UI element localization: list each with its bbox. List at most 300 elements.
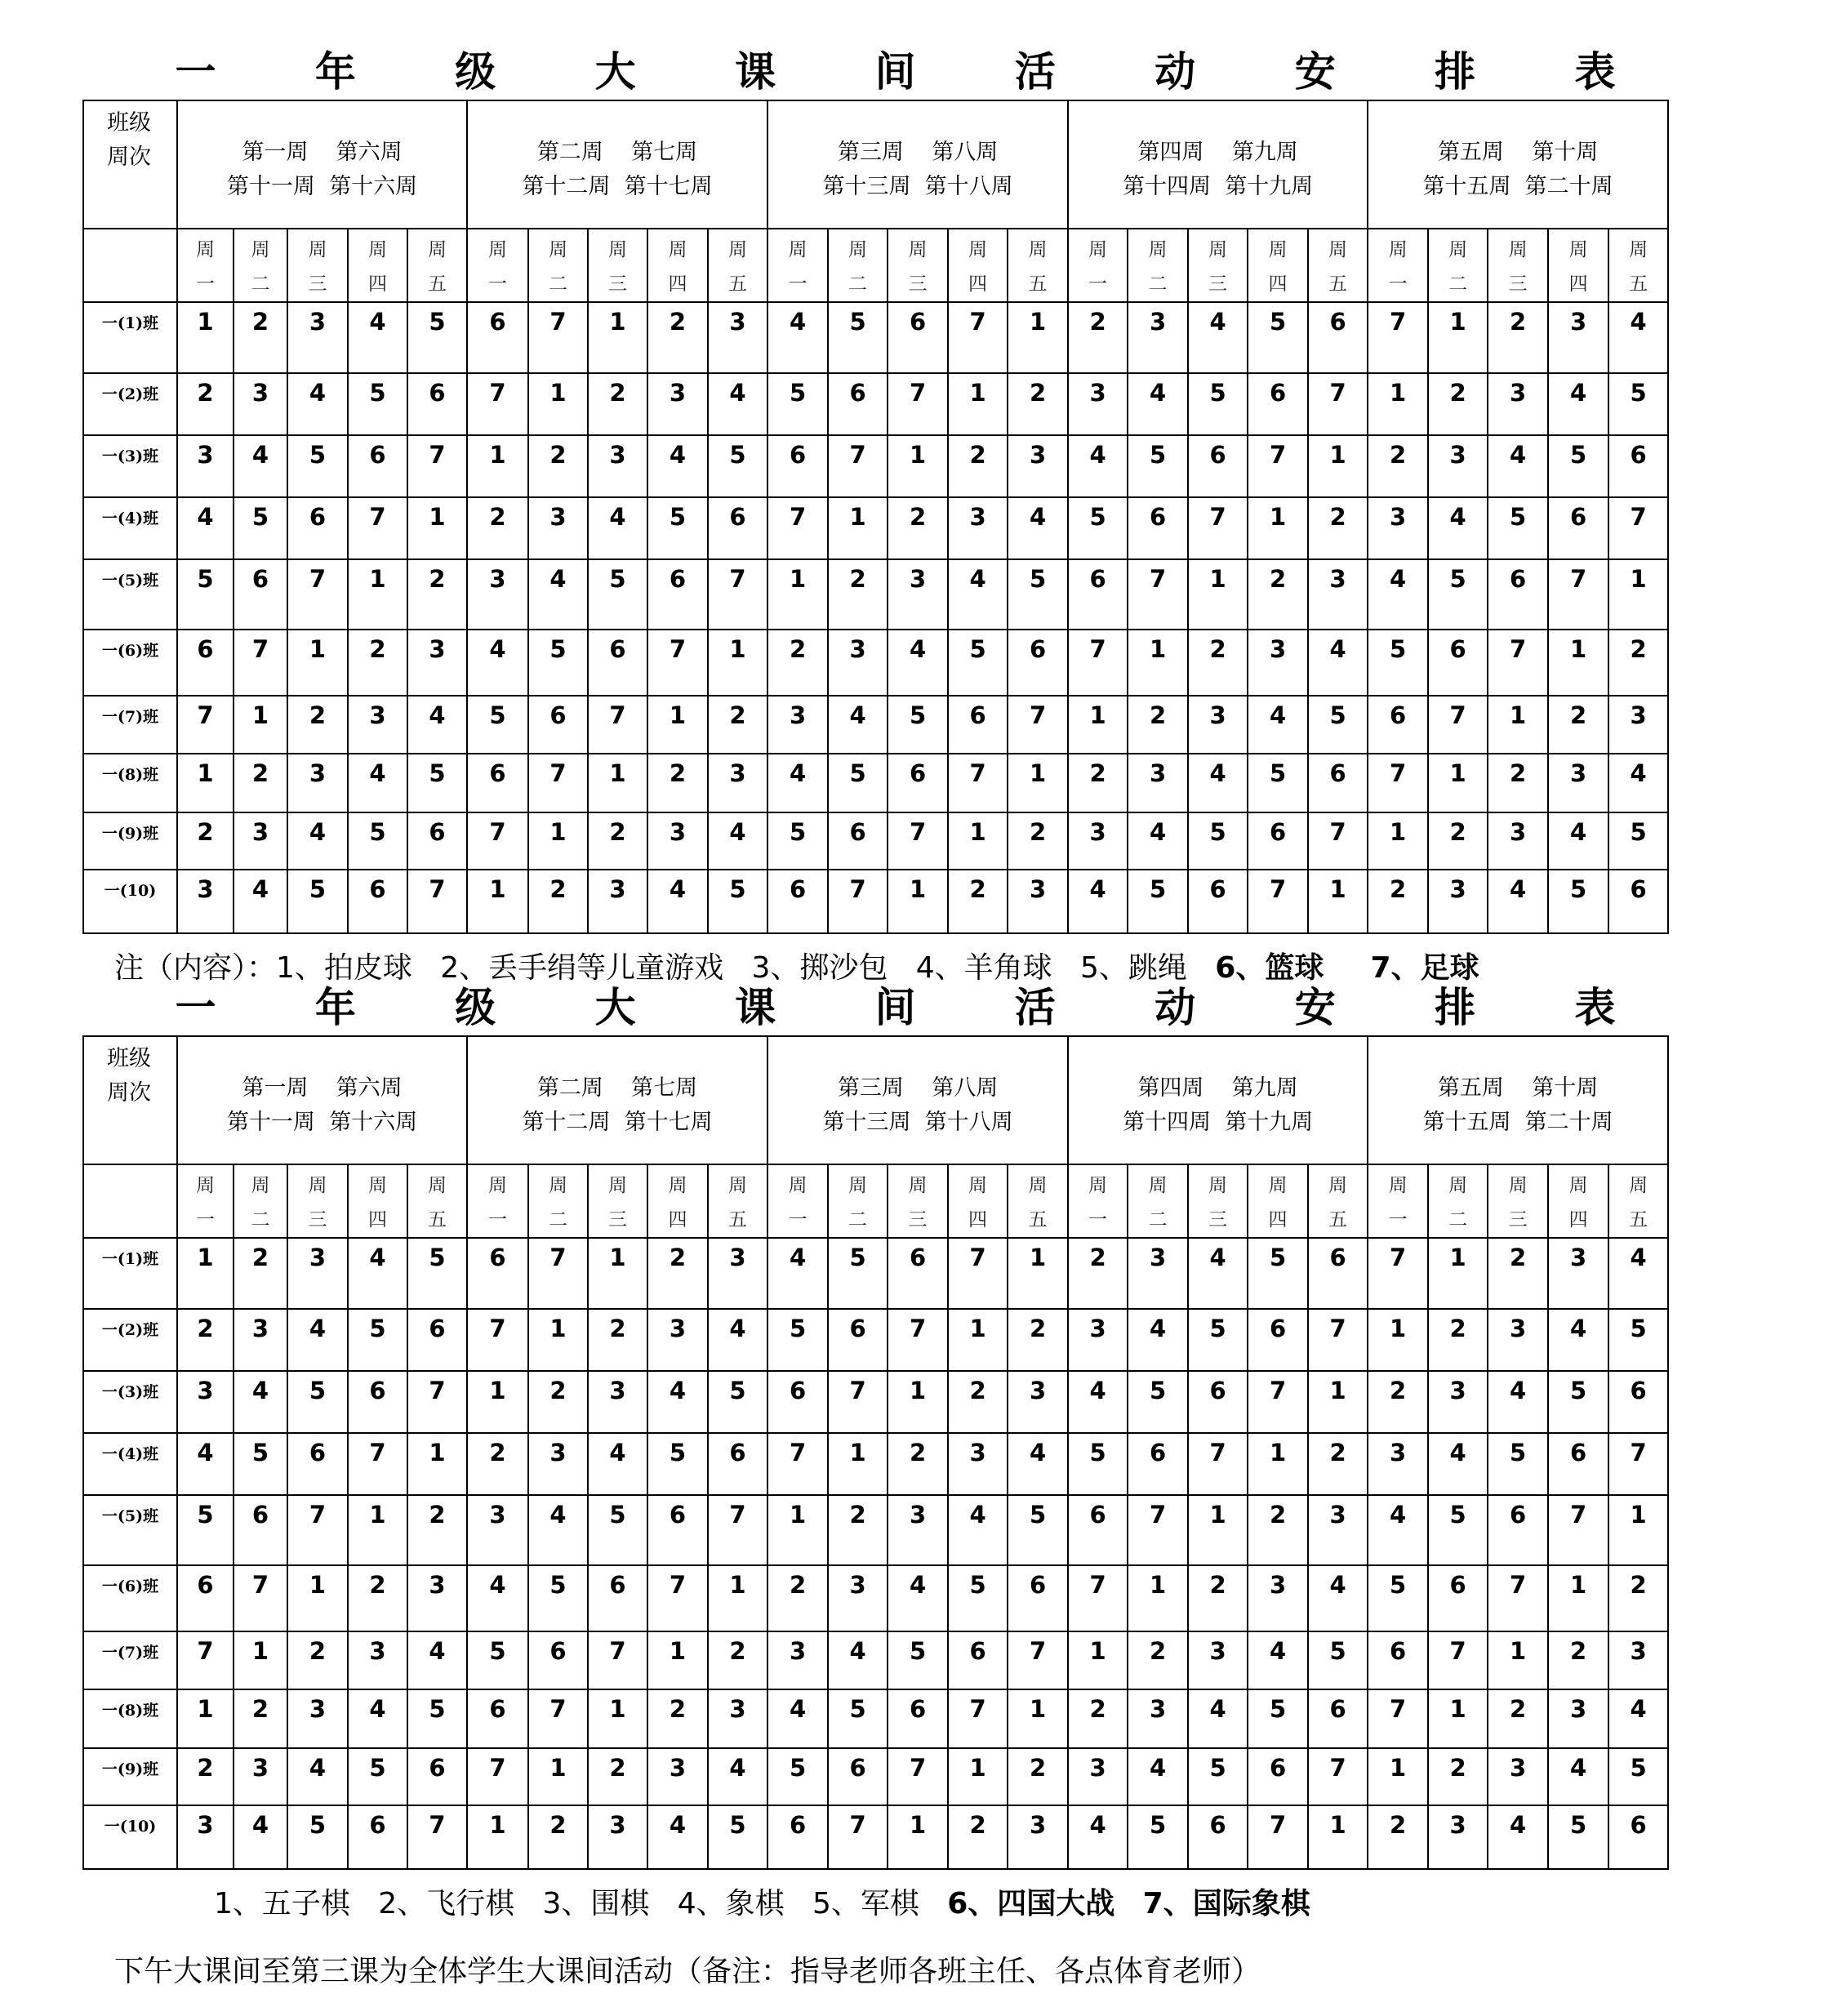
activity-cell: 5 [708, 1805, 767, 1869]
week-group-header [1368, 1036, 1668, 1164]
activity-cell: 4 [177, 497, 234, 559]
activity-cell: 7 [1308, 1309, 1368, 1371]
day-header-bottom: 二 [848, 274, 868, 295]
activity-cell: 4 [1428, 1433, 1488, 1495]
activity-cell: 4 [348, 1238, 407, 1309]
activity-cell: 3 [234, 1309, 287, 1371]
day-header-bottom: 四 [368, 274, 387, 295]
week-group-line1: 第三周 第八周 [837, 1075, 999, 1101]
activity-cell: 1 [888, 1371, 948, 1433]
activity-cell: 4 [708, 373, 767, 435]
day-header-bottom: 五 [1328, 274, 1348, 295]
activity-cell: 2 [1368, 870, 1428, 933]
table-row [83, 497, 1668, 559]
week-group-line2: 第十三周 第十八周 [822, 1110, 1013, 1135]
activity-cell: 4 [407, 1631, 467, 1689]
day-header [828, 1164, 888, 1238]
class-label: 一(1)班 [83, 1238, 177, 1309]
activity-cell: 7 [234, 630, 287, 696]
week-group-line2: 第十三周 第十八周 [822, 174, 1013, 199]
activity-cell: 1 [1068, 696, 1128, 754]
table-row [83, 1371, 1668, 1433]
activity-cell: 1 [528, 812, 588, 870]
activity-cell: 2 [234, 1689, 287, 1748]
activity-cell: 4 [177, 1433, 234, 1495]
activity-cell: 4 [407, 696, 467, 754]
activity-cell: 3 [1488, 1748, 1548, 1805]
table-row [83, 1689, 1668, 1748]
activity-cell: 3 [767, 696, 828, 754]
activity-cell: 3 [467, 1495, 528, 1565]
activity-cell: 4 [1068, 1805, 1128, 1869]
activity-cell: 2 [1008, 812, 1068, 870]
activity-cell: 1 [1008, 1689, 1068, 1748]
activity-cell: 4 [1608, 1689, 1668, 1748]
table-row [83, 630, 1668, 696]
week-group-header [767, 1036, 1068, 1164]
day-header-top: 周 [1328, 1175, 1348, 1196]
day-header-top: 周 [428, 1175, 447, 1196]
day-header [1308, 229, 1368, 302]
activity-cell: 1 [287, 1565, 348, 1631]
day-header [888, 1164, 948, 1238]
activity-cell: 5 [767, 1748, 828, 1805]
day-header [588, 1164, 647, 1238]
activity-cell: 2 [948, 435, 1008, 497]
activity-cell: 4 [1188, 1238, 1248, 1309]
corner-label-class: 班级 [107, 1046, 151, 1071]
schedule-table-1 [82, 100, 1669, 934]
activity-cell: 4 [1608, 302, 1668, 373]
activity-cell: 5 [767, 812, 828, 870]
day-header-top: 周 [488, 239, 508, 260]
table-row [83, 754, 1668, 812]
activity-cell: 7 [1188, 1433, 1248, 1495]
day-header-bottom: 三 [908, 274, 928, 295]
activity-cell: 7 [1128, 559, 1188, 630]
day-header-top: 周 [908, 239, 928, 260]
activity-cell: 5 [767, 373, 828, 435]
activity-cell: 6 [348, 1371, 407, 1433]
activity-cell: 7 [407, 1371, 467, 1433]
activity-cell: 2 [348, 630, 407, 696]
activity-cell: 6 [1488, 559, 1548, 630]
activity-cell: 6 [1548, 1433, 1608, 1495]
activity-cell: 7 [1368, 1689, 1428, 1748]
activity-cell: 5 [407, 1689, 467, 1748]
activity-cell: 3 [1128, 302, 1188, 373]
activity-cell: 3 [1128, 754, 1188, 812]
note-item: 4、羊角球 [915, 951, 1052, 985]
activity-cell: 2 [287, 1631, 348, 1689]
activity-cell: 7 [1368, 302, 1428, 373]
activity-cell: 2 [234, 754, 287, 812]
activity-cell: 6 [348, 1805, 407, 1869]
activity-cell: 2 [1068, 754, 1128, 812]
activity-cell: 1 [1008, 302, 1068, 373]
activity-cell: 3 [948, 497, 1008, 559]
week-group-header [177, 1036, 467, 1164]
activity-cell: 5 [1128, 435, 1188, 497]
activity-cell: 6 [1608, 1805, 1668, 1869]
day-header-bottom: 一 [1388, 1209, 1408, 1231]
day-header [767, 229, 828, 302]
table-row [83, 373, 1668, 435]
activity-cell: 1 [1368, 1309, 1428, 1371]
activity-cell: 5 [1548, 870, 1608, 933]
table-row [83, 559, 1668, 630]
activity-cell: 6 [1128, 497, 1188, 559]
note-item: 3、掷沙包 [751, 951, 888, 985]
activity-cell: 2 [1548, 1631, 1608, 1689]
note-item: 5、军棋 [812, 1887, 919, 1920]
activity-cell: 3 [647, 1309, 708, 1371]
activity-cell: 2 [708, 696, 767, 754]
class-label: 一(6)班 [83, 1565, 177, 1631]
activity-cell: 3 [1308, 559, 1368, 630]
activity-cell: 3 [348, 696, 407, 754]
day-header-top: 周 [668, 239, 687, 260]
activity-cell: 1 [1428, 1238, 1488, 1309]
day-header-top: 周 [1028, 1175, 1048, 1196]
activity-cell: 7 [647, 1565, 708, 1631]
activity-cell: 7 [1008, 1631, 1068, 1689]
activity-cell: 1 [588, 1238, 647, 1309]
activity-cell: 7 [888, 373, 948, 435]
activity-cell: 6 [1068, 559, 1128, 630]
activity-cell: 7 [1548, 1495, 1608, 1565]
day-header-bottom: 二 [549, 1209, 568, 1231]
day-header-top: 周 [968, 239, 988, 260]
class-label: 一(3)班 [83, 1371, 177, 1433]
activity-cell: 5 [708, 435, 767, 497]
activity-note-chess [214, 1885, 1310, 1923]
class-label: 一(7)班 [83, 1631, 177, 1689]
activity-cell: 4 [1608, 754, 1668, 812]
activity-cell: 2 [1428, 812, 1488, 870]
activity-cell: 4 [1068, 435, 1128, 497]
day-header [1368, 1164, 1428, 1238]
day-header [1548, 1164, 1608, 1238]
activity-cell: 7 [1248, 435, 1308, 497]
activity-cell: 2 [1308, 497, 1368, 559]
note-item: 2、飞行棋 [378, 1887, 515, 1920]
activity-cell: 3 [1008, 1371, 1068, 1433]
activity-cell: 3 [407, 630, 467, 696]
activity-cell: 3 [647, 373, 708, 435]
schedule-table-2 [82, 1035, 1669, 1870]
day-header [348, 229, 407, 302]
class-label: 一(10) [83, 1805, 177, 1869]
activity-cell: 1 [528, 1309, 588, 1371]
activity-cell: 7 [287, 559, 348, 630]
activity-cell: 3 [528, 497, 588, 559]
day-header [1488, 229, 1548, 302]
activity-cell: 7 [1248, 1805, 1308, 1869]
activity-cell: 6 [1368, 696, 1428, 754]
activity-cell: 5 [1008, 559, 1068, 630]
note-item: 4、象棋 [677, 1887, 785, 1920]
day-header [888, 229, 948, 302]
day-header-top: 周 [196, 1175, 215, 1196]
activity-cell: 5 [1128, 1371, 1188, 1433]
day-header-top: 周 [1028, 239, 1048, 260]
day-header-bottom: 二 [251, 1209, 270, 1231]
activity-cell: 2 [177, 1309, 234, 1371]
activity-cell: 5 [1608, 1748, 1668, 1805]
day-header-top: 周 [1629, 1175, 1648, 1196]
activity-cell: 7 [828, 1805, 888, 1869]
class-label: 一(3)班 [83, 435, 177, 497]
activity-cell: 1 [948, 1748, 1008, 1805]
activity-cell: 1 [767, 559, 828, 630]
day-header-top: 周 [251, 1175, 270, 1196]
day-header-top: 周 [196, 239, 215, 260]
activity-cell: 5 [647, 1433, 708, 1495]
activity-cell: 7 [467, 812, 528, 870]
activity-cell: 1 [1008, 754, 1068, 812]
class-label: 一(4)班 [83, 1433, 177, 1495]
activity-cell: 4 [948, 559, 1008, 630]
activity-cell: 4 [528, 559, 588, 630]
activity-cell: 1 [767, 1495, 828, 1565]
activity-cell: 2 [1008, 1748, 1068, 1805]
activity-cell: 2 [767, 1565, 828, 1631]
activity-cell: 2 [1368, 1805, 1428, 1869]
day-header [1188, 1164, 1248, 1238]
activity-cell: 4 [234, 1805, 287, 1869]
activity-cell: 6 [1248, 1748, 1308, 1805]
note-item-bold: 7、足球 [1370, 951, 1479, 985]
activity-cell: 2 [647, 1238, 708, 1309]
activity-cell: 6 [1128, 1433, 1188, 1495]
class-label: 一(10) [83, 870, 177, 933]
note-prefix: 注（内容）： [114, 951, 277, 985]
activity-cell: 3 [588, 1805, 647, 1869]
day-header-top: 周 [308, 1175, 327, 1196]
day-header-bottom: 二 [1448, 1209, 1468, 1231]
activity-cell: 5 [287, 870, 348, 933]
activity-cell: 7 [888, 1309, 948, 1371]
activity-cell: 3 [1308, 1495, 1368, 1565]
activity-cell: 1 [588, 302, 647, 373]
activity-cell: 2 [528, 1371, 588, 1433]
table-row [83, 1433, 1668, 1495]
activity-cell: 3 [177, 1805, 234, 1869]
class-label: 一(9)班 [83, 812, 177, 870]
day-header-top: 周 [608, 239, 628, 260]
day-header-top: 周 [1448, 239, 1468, 260]
activity-cell: 7 [1068, 630, 1128, 696]
activity-cell: 3 [708, 1238, 767, 1309]
activity-cell: 4 [1068, 1371, 1128, 1433]
activity-cell: 3 [287, 302, 348, 373]
day-header [234, 229, 287, 302]
activity-cell: 1 [708, 630, 767, 696]
activity-cell: 1 [467, 870, 528, 933]
activity-cell: 6 [1308, 754, 1368, 812]
activity-cell: 3 [407, 1565, 467, 1631]
activity-cell: 1 [1368, 373, 1428, 435]
day-header-bottom: 五 [1629, 1209, 1648, 1231]
activity-cell: 2 [647, 302, 708, 373]
activity-cell: 6 [767, 870, 828, 933]
note-item: 2、丢手绢等儿童游戏 [440, 951, 724, 985]
note-item-bold: 6、四国大战 [947, 1887, 1115, 1920]
activity-cell: 4 [1548, 812, 1608, 870]
activity-cell: 1 [588, 754, 647, 812]
activity-cell: 5 [1488, 1433, 1548, 1495]
day-header [948, 1164, 1008, 1238]
activity-cell: 7 [948, 1689, 1008, 1748]
activity-cell: 2 [828, 559, 888, 630]
week-header-row [83, 1036, 1668, 1164]
activity-cell: 2 [647, 754, 708, 812]
activity-cell: 3 [1068, 1309, 1128, 1371]
activity-cell: 6 [1608, 870, 1668, 933]
activity-cell: 7 [948, 1238, 1008, 1309]
activity-cell: 4 [1548, 373, 1608, 435]
activity-cell: 6 [1428, 1565, 1488, 1631]
activity-cell: 4 [1008, 497, 1068, 559]
note-item: 5、跳绳 [1080, 951, 1187, 985]
activity-cell: 7 [287, 1495, 348, 1565]
activity-cell: 4 [287, 1748, 348, 1805]
activity-cell: 2 [407, 1495, 467, 1565]
activity-cell: 1 [1308, 1371, 1368, 1433]
footer-note: 下午大课间至第三课为全体学生大课间活动（备注：指导老师各班主任、各点体育老师） [114, 1955, 1261, 1988]
activity-cell: 6 [1248, 812, 1308, 870]
activity-cell: 6 [828, 1748, 888, 1805]
day-header-bottom: 一 [488, 274, 508, 295]
day-header-top: 周 [848, 1175, 868, 1196]
activity-cell: 1 [177, 302, 234, 373]
activity-cell: 5 [407, 754, 467, 812]
day-header-top: 周 [549, 1175, 568, 1196]
activity-cell: 2 [528, 870, 588, 933]
activity-cell: 3 [1008, 435, 1068, 497]
note-item: 1、五子棋 [214, 1887, 350, 1920]
day-header-top: 周 [608, 1175, 628, 1196]
activity-cell: 4 [287, 373, 348, 435]
activity-cell: 7 [528, 1238, 588, 1309]
day-header-bottom: 五 [1028, 1209, 1048, 1231]
activity-cell: 3 [1548, 754, 1608, 812]
activity-cell: 4 [708, 812, 767, 870]
activity-cell: 1 [177, 754, 234, 812]
day-header-bottom: 二 [1148, 1209, 1168, 1231]
activity-cell: 6 [948, 1631, 1008, 1689]
day-header-top: 周 [549, 239, 568, 260]
activity-cell: 3 [1068, 1748, 1128, 1805]
activity-cell: 7 [348, 497, 407, 559]
activity-cell: 2 [948, 1371, 1008, 1433]
activity-cell: 1 [287, 630, 348, 696]
activity-cell: 6 [234, 559, 287, 630]
activity-cell: 1 [1608, 559, 1668, 630]
activity-cell: 7 [1068, 1565, 1128, 1631]
activity-cell: 3 [588, 870, 647, 933]
activity-cell: 4 [1188, 1689, 1248, 1748]
activity-cell: 4 [1188, 302, 1248, 373]
activity-cell: 6 [348, 870, 407, 933]
activity-cell: 4 [467, 630, 528, 696]
activity-cell: 4 [647, 1371, 708, 1433]
day-header-top: 周 [1388, 239, 1408, 260]
week-header-row [83, 100, 1668, 229]
activity-cell: 7 [407, 870, 467, 933]
day-header [1548, 229, 1608, 302]
activity-cell: 4 [708, 1748, 767, 1805]
day-header-bottom: 三 [908, 1209, 928, 1231]
activity-cell: 5 [467, 1631, 528, 1689]
day-header-row [83, 229, 1668, 302]
day-header [1068, 1164, 1128, 1238]
day-header-bottom: 二 [549, 274, 568, 295]
class-label: 一(5)班 [83, 1495, 177, 1565]
class-label: 一(1)班 [83, 302, 177, 373]
day-header-top: 周 [728, 239, 748, 260]
activity-cell: 5 [407, 302, 467, 373]
activity-cell: 6 [828, 373, 888, 435]
day-header-top: 周 [1148, 1175, 1168, 1196]
day-header [708, 1164, 767, 1238]
day-header-bottom: 五 [1328, 1209, 1348, 1231]
activity-cell: 5 [1608, 1309, 1668, 1371]
activity-cell: 6 [1308, 1689, 1368, 1748]
activity-cell: 6 [234, 1495, 287, 1565]
activity-cell: 5 [234, 497, 287, 559]
week-group-line1: 第二周 第七周 [536, 1075, 698, 1101]
note-item-bold: 7、国际象棋 [1142, 1887, 1310, 1920]
activity-cell: 5 [348, 1309, 407, 1371]
activity-cell: 6 [708, 1433, 767, 1495]
activity-cell: 4 [1368, 559, 1428, 630]
activity-cell: 7 [828, 435, 888, 497]
activity-cell: 4 [287, 812, 348, 870]
activity-cell: 6 [467, 754, 528, 812]
activity-cell: 4 [647, 870, 708, 933]
table-row [83, 1238, 1668, 1309]
week-group-header [1368, 100, 1668, 229]
activity-cell: 4 [1428, 497, 1488, 559]
day-header-bottom: 四 [668, 274, 687, 295]
activity-cell: 4 [1128, 812, 1188, 870]
activity-cell: 3 [708, 1689, 767, 1748]
activity-cell: 4 [287, 1309, 348, 1371]
activity-cell: 1 [1428, 754, 1488, 812]
day-header [1188, 229, 1248, 302]
week-group-line2: 第十五周 第二十周 [1422, 174, 1613, 199]
activity-cell: 5 [348, 1748, 407, 1805]
activity-cell: 6 [467, 302, 528, 373]
week-group-header [1068, 1036, 1368, 1164]
activity-cell: 1 [1128, 1565, 1188, 1631]
class-label: 一(2)班 [83, 373, 177, 435]
week-group-line1: 第五周 第十周 [1437, 1075, 1599, 1101]
day-header-bottom: 四 [1568, 1209, 1588, 1231]
activity-cell: 2 [1488, 1238, 1548, 1309]
table-row [83, 1495, 1668, 1565]
class-label: 一(5)班 [83, 559, 177, 630]
activity-cell: 2 [588, 1309, 647, 1371]
activity-cell: 3 [177, 435, 234, 497]
activity-cell: 2 [1428, 1748, 1488, 1805]
activity-cell: 3 [1188, 696, 1248, 754]
activity-cell: 2 [948, 870, 1008, 933]
activity-cell: 6 [1188, 1805, 1248, 1869]
activity-cell: 4 [1488, 1371, 1548, 1433]
